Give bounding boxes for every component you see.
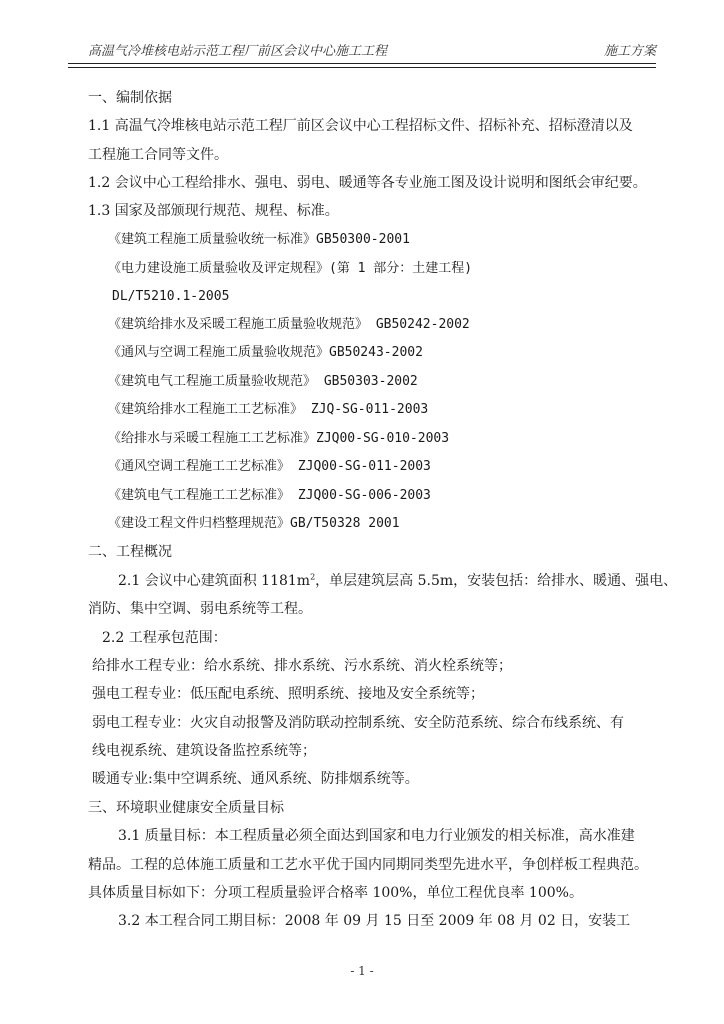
standard-item: 《建筑工程施工质量验收统一标准》GB50300-2001 bbox=[108, 232, 410, 247]
scope-hvac: 暖通专业:集中空调系统、通风系统、防排烟系统等。 bbox=[92, 771, 419, 787]
clause-3-1-line2: 精品。工程的总体施工质量和工艺水平优于国内同期同类型先进水平，争创样板工程典范。 bbox=[88, 857, 648, 873]
section-2-heading: 二、工程概况 bbox=[88, 544, 172, 560]
page-header bbox=[88, 40, 656, 60]
standard-item: 《建筑给排水及采暖工程施工质量验收规范》 GB50242-2002 bbox=[108, 317, 470, 332]
clause-2-1-text-a: 2.1 会议中心建筑面积 1181m bbox=[118, 573, 311, 589]
header-rule-thin bbox=[68, 67, 656, 68]
clause-2-1-line2: 消防、集中空调、弱电系统等工程。 bbox=[88, 601, 312, 617]
standard-item: 《通风与空调工程施工质量验收规范》GB50243-2002 bbox=[108, 345, 423, 360]
clause-2-2: 2.2 工程承包范围： bbox=[102, 630, 227, 646]
clause-3-2: 3.2 本工程合同工期目标：2008 年 09 月 15 日至 2009 年 08 月 02 日，安装工 bbox=[118, 913, 631, 929]
standard-item: 《通风空调工程施工工艺标准》 ZJQ00-SG-011-2003 bbox=[108, 459, 431, 474]
clause-1-1-line1: 1.1 高温气冷堆核电站示范工程厂前区会议中心工程招标文件、招标补充、招标澄清以及 bbox=[88, 118, 633, 134]
scope-water: 给排水工程专业：给水系统、排水系统、污水系统、消火栓系统等； bbox=[92, 658, 512, 674]
section-1-heading: 一、编制依据 bbox=[88, 90, 172, 106]
clause-3-1-line1: 3.1 质量目标：本工程质量必须全面达到国家和电力行业颁发的相关标准，高水准建 bbox=[118, 828, 635, 844]
header-doc-type: 施工方案 bbox=[603, 44, 656, 59]
clause-2-1-line1 bbox=[118, 572, 677, 590]
scope-weak-power-line2: 线电视系统、建筑设备监控系统等； bbox=[92, 743, 316, 759]
clause-2-1-text-b: ，单层建筑层高 5.5m，安装包括：给排水、暖通、强电、 bbox=[315, 573, 678, 589]
scope-strong-power: 强电工程专业：低压配电系统、照明系统、接地及安全系统等； bbox=[92, 686, 484, 702]
standard-item: 《建筑电气工程施工工艺标准》 ZJQ00-SG-006-2003 bbox=[108, 488, 431, 503]
header-rule-thick bbox=[68, 63, 656, 64]
clause-3-1-line3: 具体质量目标如下：分项工程质量验评合格率 100%，单位工程优良率 100%。 bbox=[88, 885, 583, 901]
superscript-2: 2 bbox=[310, 572, 316, 582]
page-number: - 1 - bbox=[350, 964, 374, 978]
section-3-heading: 三、环境职业健康安全质量目标 bbox=[88, 800, 284, 816]
standard-item: 《建筑电气工程施工质量验收规范》 GB50303-2002 bbox=[108, 374, 418, 389]
clause-1-1-line2: 工程施工合同等文件。 bbox=[88, 147, 228, 163]
scope-weak-power-line1: 弱电工程专业：火灾自动报警及消防联动控制系统、安全防范系统、综合布线系统、有 bbox=[92, 715, 624, 731]
standard-item: DL/T5210.1-2005 bbox=[112, 289, 230, 304]
standard-item: 《建筑给排水工程施工工艺标准》 ZJQ-SG-011-2003 bbox=[108, 402, 429, 417]
header-title: 高温气冷堆核电站示范工程厂前区会议中心施工工程 bbox=[88, 44, 388, 59]
standard-item: 《建设工程文件归档整理规范》GB/T50328 2001 bbox=[108, 516, 400, 531]
clause-1-3: 1.3 国家及部颁现行规范、规程、标准。 bbox=[88, 203, 339, 219]
standard-item: 《电力建设施工质量验收及评定规程》(第 1 部分：土建工程) bbox=[108, 261, 473, 276]
clause-1-2: 1.2 会议中心工程给排水、强电、弱电、暖通等各专业施工图及设计说明和图纸会审纪要。 bbox=[88, 175, 647, 191]
standard-item: 《给排水与采暖工程施工工艺标准》ZJQ00-SG-010-2003 bbox=[108, 431, 450, 446]
